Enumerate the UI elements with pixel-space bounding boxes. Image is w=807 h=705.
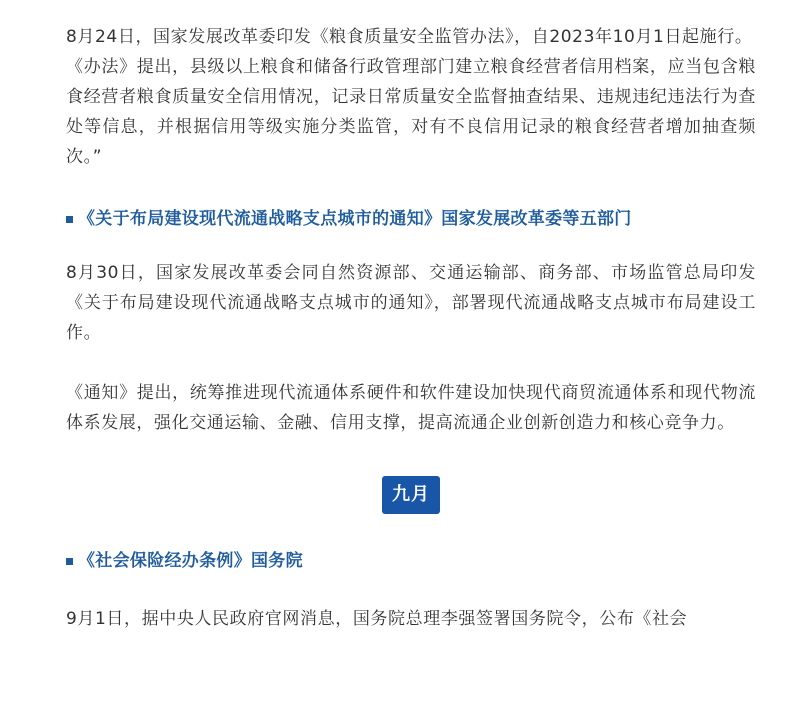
square-bullet-icon (66, 216, 73, 223)
article-body (66, 22, 756, 634)
section-heading-circulation (66, 204, 756, 234)
square-bullet-icon (66, 558, 73, 565)
paragraph-social-insurance: 9月1日，据中央人民政府官网消息，国务院总理李强签署国务院令，公布《社会 (66, 609, 688, 629)
month-badge: 九月 (382, 476, 440, 514)
section-heading-circulation-text: 《关于布局建设现代流通战略支点城市的通知》国家发展改革委等五部门 (78, 209, 632, 229)
paragraph-circulation-detail: 《通知》提出，统筹推进现代流通体系硬件和软件建设加快现代商贸流通体系和现代物流体系发展，强化交通运输、金融、信用支撑，提高流通企业创新创造力和核心竞争力。 (66, 383, 756, 433)
month-divider (66, 476, 756, 514)
section-heading-social-insurance (66, 546, 756, 576)
paragraph-grain-quality: 8月24日，国家发展改革委印发《粮食质量安全监管办法》，自2023年10月1日起施行。 (66, 27, 753, 47)
section-heading-social-insurance-text: 《社会保险经办条例》国务院 (78, 551, 303, 571)
paragraph-circulation-notice: 8月30日，国家发展改革委会同自然资源部、交通运输部、商务部、市场监管总局印发《关于布局建设现代流通战略支点城市的通知》，部署现代流通战略支点城市布局建设工作。 (66, 263, 756, 343)
paragraph-grain-credit: 《办法》提出，县级以上粮食和储备行政管理部门建立粮食经营者信用档案，应当包含粮食经营者粮食质量安全信用情况，记录日常质量安全监督抽查结果、违规违纪违法行为查处等信息，并根据信用等级实施分类监管，对有不良信用记录的粮食经营者增加抽查频次。” (66, 57, 756, 167)
